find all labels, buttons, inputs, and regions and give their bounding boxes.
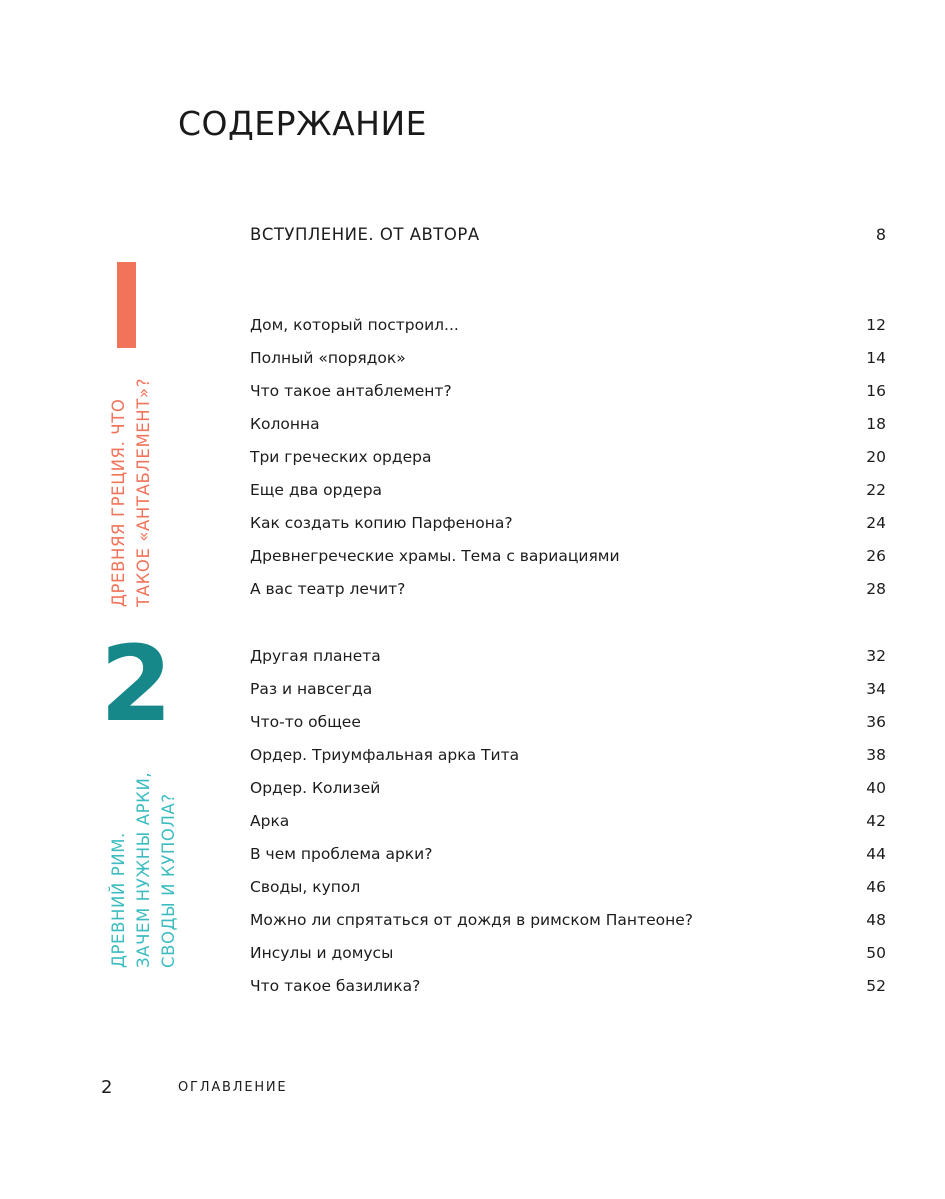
toc-entry-title: Полный «порядок» [250, 349, 406, 367]
toc-entry[interactable] [250, 547, 886, 571]
toc-entry-title: Арка [250, 812, 290, 830]
toc-entry-title: А вас театр лечит? [250, 580, 406, 598]
toc-entry-page: 26 [866, 547, 886, 565]
toc-entry-page: 32 [866, 647, 886, 665]
chapter-2-label-line: ДРЕВНИЙ РИМ. [109, 832, 128, 968]
footer-section-label: ОГЛАВЛЕНИЕ [178, 1080, 288, 1095]
toc-entry-title: Еще два ордера [250, 481, 383, 499]
chapter-2-vertical-label [106, 772, 181, 968]
toc-entry[interactable] [250, 713, 886, 737]
footer-page-number: 2 [101, 1077, 113, 1098]
toc-entry[interactable] [250, 680, 886, 704]
toc-entry[interactable] [250, 448, 886, 472]
toc-entry[interactable] [250, 878, 886, 902]
toc-entry-title: Инсулы и домусы [250, 944, 394, 962]
toc-entry-page: 22 [866, 481, 886, 499]
toc-entry[interactable] [250, 911, 886, 935]
toc-entry-title: Можно ли спрятаться от дождя в римском Пантеоне? [250, 911, 694, 929]
toc-entry-page: 38 [866, 746, 886, 764]
toc-entry[interactable] [250, 580, 886, 604]
chapter-2-label-line: СВОДЫ И КУПОЛА? [159, 793, 178, 968]
toc-entry-title: Другая планета [250, 647, 381, 665]
toc-entry[interactable] [250, 514, 886, 538]
toc-entry[interactable] [250, 977, 886, 1001]
toc-entry-page: 48 [866, 911, 886, 929]
toc-entry-page: 34 [866, 680, 886, 698]
toc-entry-page: 16 [866, 382, 886, 400]
toc-entry-page: 8 [875, 225, 886, 244]
toc-entry[interactable] [250, 746, 886, 770]
toc-entry[interactable] [250, 415, 886, 439]
chapter-1-label-line: ДРЕВНЯЯ ГРЕЦИЯ. ЧТО [109, 398, 128, 607]
toc-entry-page: 40 [866, 779, 886, 797]
toc-intro-row[interactable] [250, 225, 886, 251]
toc-entry-page: 46 [866, 878, 886, 896]
toc-entry-title: Что такое базилика? [250, 977, 421, 995]
toc-entry-title: Три греческих ордера [250, 448, 432, 466]
toc-entry-title: Что-то общее [250, 713, 361, 731]
toc-entry[interactable] [250, 944, 886, 968]
toc-entry[interactable] [250, 647, 886, 671]
toc-entry-page: 52 [866, 977, 886, 995]
toc-entry[interactable] [250, 481, 886, 505]
toc-entry-page: 14 [866, 349, 886, 367]
chapter-1-label-line: ТАКОЕ «АНТАБЛЕМЕНТ»? [134, 377, 153, 607]
toc-entry-page: 44 [866, 845, 886, 863]
page-title: СОДЕРЖАНИЕ [178, 104, 428, 143]
toc-entry-title: Раз и навсегда [250, 680, 373, 698]
toc-entry-title: Дом, который построил... [250, 316, 459, 334]
toc-entry-title: Своды, купол [250, 878, 361, 896]
toc-entry-title: Ордер. Колизей [250, 779, 381, 797]
toc-entry-page: 36 [866, 713, 886, 731]
toc-entry-title: В чем проблема арки? [250, 845, 433, 863]
chapter-1-vertical-label [106, 378, 156, 607]
toc-entry-title: ВСТУПЛЕНИЕ. ОТ АВТОРА [250, 225, 480, 244]
toc-entry-page: 24 [866, 514, 886, 532]
toc-entry-title: Ордер. Триумфальная арка Тита [250, 746, 520, 764]
toc-entry-title: Как создать копию Парфенона? [250, 514, 513, 532]
toc-entry[interactable] [250, 779, 886, 803]
toc-entry-title: Древнегреческие храмы. Тема с вариациями [250, 547, 620, 565]
chapter-2-number: 2 [100, 623, 173, 745]
toc-entry-page: 42 [866, 812, 886, 830]
toc-entry-title: Колонна [250, 415, 320, 433]
toc-entry-title: Что такое антаблемент? [250, 382, 452, 400]
toc-entry-page: 20 [866, 448, 886, 466]
toc-entry[interactable] [250, 845, 886, 869]
chapter-2-label-line: ЗАЧЕМ НУЖНЫ АРКИ, [134, 771, 153, 968]
toc-entry-page: 28 [866, 580, 886, 598]
toc-entry-page: 12 [866, 316, 886, 334]
toc-entry[interactable] [250, 812, 886, 836]
toc-entry-page: 50 [866, 944, 886, 962]
toc-entry[interactable] [250, 382, 886, 406]
chapter-1-marker-bar [117, 262, 136, 348]
toc-entry-page: 18 [866, 415, 886, 433]
toc-entry[interactable] [250, 316, 886, 340]
toc-entry[interactable] [250, 349, 886, 373]
